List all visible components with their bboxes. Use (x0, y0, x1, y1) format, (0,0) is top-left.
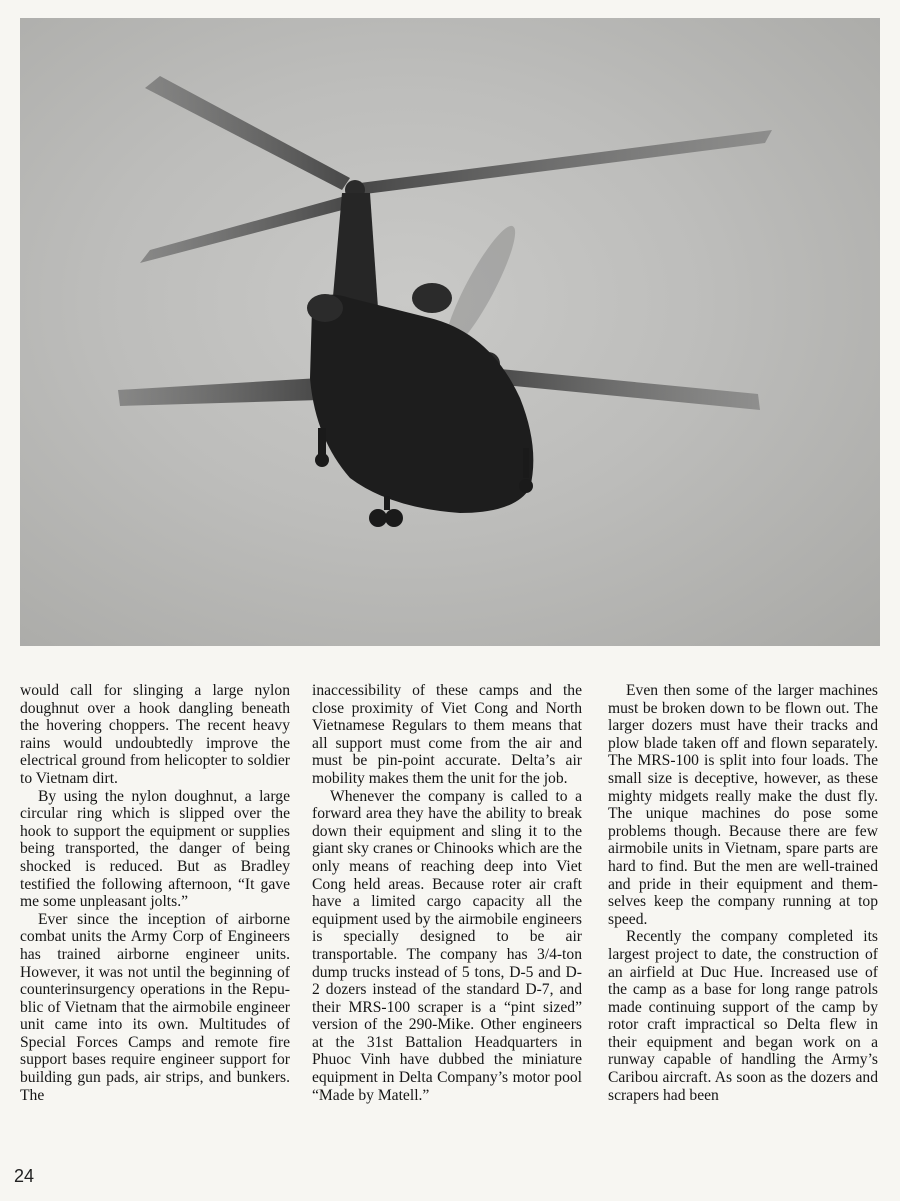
paragraph: By using the nylon doughnut, a large circular ring which is slipped over the hook to support the equipment or supplies being transported, the danger of being shocked is reduced. But as Bradley testified the following afternoon, “It gave me some unpleasant jolts.” (20, 787, 290, 911)
paragraph: Recently the company completed its largest project to date, the construction of an airfield at Duc Hue. Increased use of the camp as a base for long range patrols made continuing support of the camp by rotor craft impractical so Delta flew in their equipment and began work on a runway capable of handling the Army’s Caribou aircraft. As soon as the dozers and scrapers had been (608, 928, 878, 1104)
helicopter-photo (20, 18, 880, 646)
text-column-2 (312, 682, 582, 1104)
paragraph: Whenever the company is called to a forward area they have the ability to break down their equipment and sling it to the giant sky cranes or Chinooks which are the only means of reaching deep into Viet Cong held areas. Because roter air craft have a limited cargo capacity all the equipment used by the airmobile engineers is specially designed to be air transportable. The company has 3/4-ton dump trucks instead of 5 tons, D-5 and D-2 dozers instead of the standard D-7, and their MRS-100 scraper is a “pint sized” version of the 290-Mike. Other engineers at the 31st Battalion Headquarters in Phuoc Vinh have dubbed the miniature equipment in Delta Company’s motor pool “Made by Matell.” (312, 787, 582, 1104)
paragraph: Ever since the inception of airborne combat units the Army Corp of Engineers has trained airborne engineer units. However, it was not until the beginning of counterinsurgency operations in the Republic of Vietnam that the airmobile engineer unit came into its own. Multitudes of Special Forces Camps and remote fire support bases require engineer support for building gun pads, air strips, and bunkers. The (20, 910, 290, 1104)
text-column-1 (20, 682, 290, 1104)
text-column-3 (608, 682, 878, 1104)
paragraph: inaccessibility of these camps and the close proximity of Viet Cong and North Vietnamese Regulars to them means that all support must come from the air and must be pin-point accurate. Delta’s air mobility makes them the unit for the job. (312, 682, 582, 787)
page-number: 24 (14, 1166, 35, 1186)
chinook-helicopter-illustration (20, 18, 880, 646)
paragraph: would call for slinging a large nylon doughnut over a hook dangling beneath the hovering choppers. The recent heavy rains would undoubtedly improve the electrical ground from helicopter to soldier to Vietnam dirt. (20, 682, 290, 787)
paragraph: Even then some of the larger machines must be broken down to be flown out. The larger dozers must have their tracks and plow blade taken off and flown separately. The MRS-100 is split into four loads. The small size is deceptive, however, as these mighty midgets really make the dust fly. The unique machines do pose some problems though. Because there are few airmobile units in Vietnam, spare parts are hard to find. But the men are well-trained and pride in their equipment and themselves keep the company running at top speed. (608, 682, 878, 928)
